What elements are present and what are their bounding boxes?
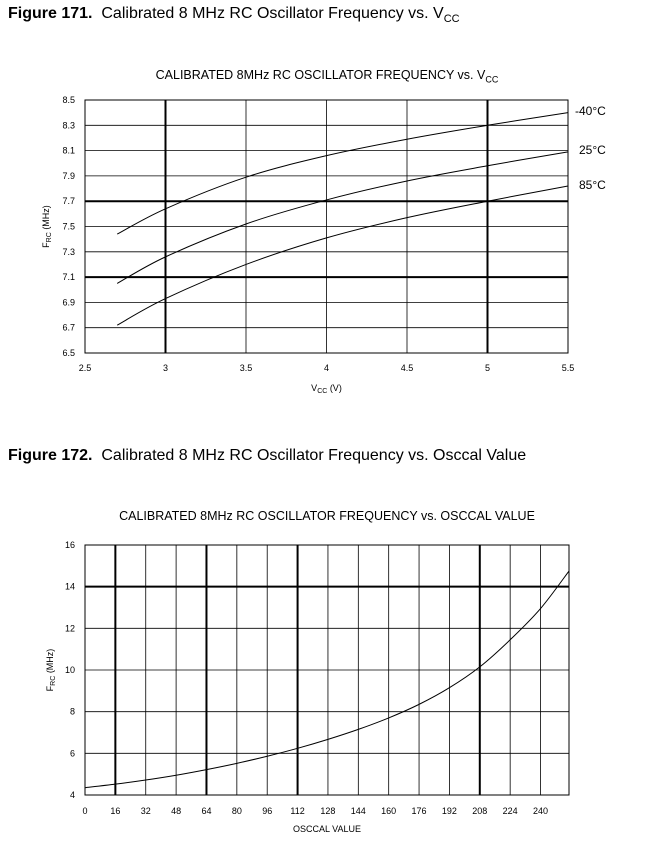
chart-2-title-text: CALIBRATED 8MHz RC OSCILLATOR FREQUENCY vs. OSCCAL VALUE <box>119 509 535 523</box>
x-tick-label: 176 <box>411 806 427 816</box>
figure-171-sub: CC <box>443 13 460 26</box>
y-tick-label: 8.5 <box>62 95 75 105</box>
y-tick-label: 7.9 <box>62 170 75 181</box>
y-tick-label: 14 <box>64 581 75 592</box>
x-tick-label: 48 <box>171 806 182 816</box>
series-line <box>117 113 568 234</box>
x-tick-label: 208 <box>472 806 488 816</box>
chart-1 <box>0 90 654 410</box>
y-tick-label: 10 <box>64 665 75 675</box>
x-tick-label: 0 <box>82 806 88 816</box>
y-tick-label: 16 <box>64 540 75 550</box>
x-tick-label: 80 <box>231 806 242 816</box>
x-tick-label: 160 <box>381 806 397 816</box>
y-tick-label: 6.5 <box>62 348 75 358</box>
x-tick-label: 3.5 <box>239 363 253 373</box>
chart-1-title-text: CALIBRATED 8MHz RC OSCILLATOR FREQUENCY vs. V <box>155 68 486 82</box>
chart-2 <box>0 535 654 845</box>
x-tick-label: 16 <box>110 806 121 816</box>
y-tick-label: 6.9 <box>62 297 75 308</box>
x-axis-label: $V_{CC}$ (V) <box>311 383 342 395</box>
figure-172-number: Figure 172. <box>8 447 93 464</box>
x-tick-label: 32 <box>140 806 151 816</box>
x-tick-label: 64 <box>201 806 212 816</box>
x-tick-label: 240 <box>533 806 549 816</box>
y-tick-label: 4 <box>69 790 75 800</box>
x-tick-label: 3 <box>162 363 169 373</box>
series-line <box>85 571 569 788</box>
y-tick-label: 6 <box>69 748 75 759</box>
x-tick-label: 128 <box>320 806 336 816</box>
x-tick-label: 5.5 <box>561 363 575 373</box>
y-axis-label: $F_{RC}$ (MHz) <box>45 648 57 692</box>
chart-1-title <box>0 68 654 85</box>
y-tick-label: 7.5 <box>62 221 75 232</box>
x-tick-label: 112 <box>290 806 305 816</box>
y-tick-label: 7.1 <box>62 272 75 283</box>
series-label: -40°C <box>575 104 606 118</box>
x-tick-label: 224 <box>502 806 518 816</box>
y-tick-label: 8 <box>69 706 75 717</box>
y-tick-label: 8.3 <box>62 120 75 131</box>
figure-172-text: Calibrated 8 MHz RC Oscillator Frequency vs. Osccal Value <box>101 447 527 464</box>
figure-171-number: Figure 171. <box>8 5 93 22</box>
figure-171-caption <box>8 5 460 25</box>
chart-2-title <box>0 509 654 523</box>
x-tick-label: 192 <box>441 806 457 816</box>
y-tick-label: 12 <box>64 623 75 634</box>
y-axis-label: $F_{RC}$ (MHz) <box>41 205 53 248</box>
series-label: 85°C <box>579 178 606 192</box>
figure-172-caption <box>8 447 526 465</box>
y-tick-label: 7.3 <box>62 246 75 257</box>
x-tick-label: 5 <box>484 363 491 373</box>
x-tick-label: 4 <box>323 363 330 373</box>
figure-171-text: Calibrated 8 MHz RC Oscillator Frequency vs. V <box>101 5 444 22</box>
y-tick-label: 6.7 <box>62 322 75 333</box>
series-line <box>117 152 568 284</box>
y-tick-label: 8.1 <box>62 145 75 156</box>
x-tick-label: 2.5 <box>78 363 92 373</box>
x-axis-label: OSCCAL VALUE <box>292 824 362 834</box>
x-tick-label: 4.5 <box>400 363 414 373</box>
series-label: 25°C <box>579 143 606 157</box>
chart-1-title-sub: CC <box>485 74 499 85</box>
x-tick-label: 144 <box>350 806 366 816</box>
series-line <box>117 186 568 325</box>
y-tick-label: 7.7 <box>62 196 75 207</box>
x-tick-label: 96 <box>262 806 273 816</box>
